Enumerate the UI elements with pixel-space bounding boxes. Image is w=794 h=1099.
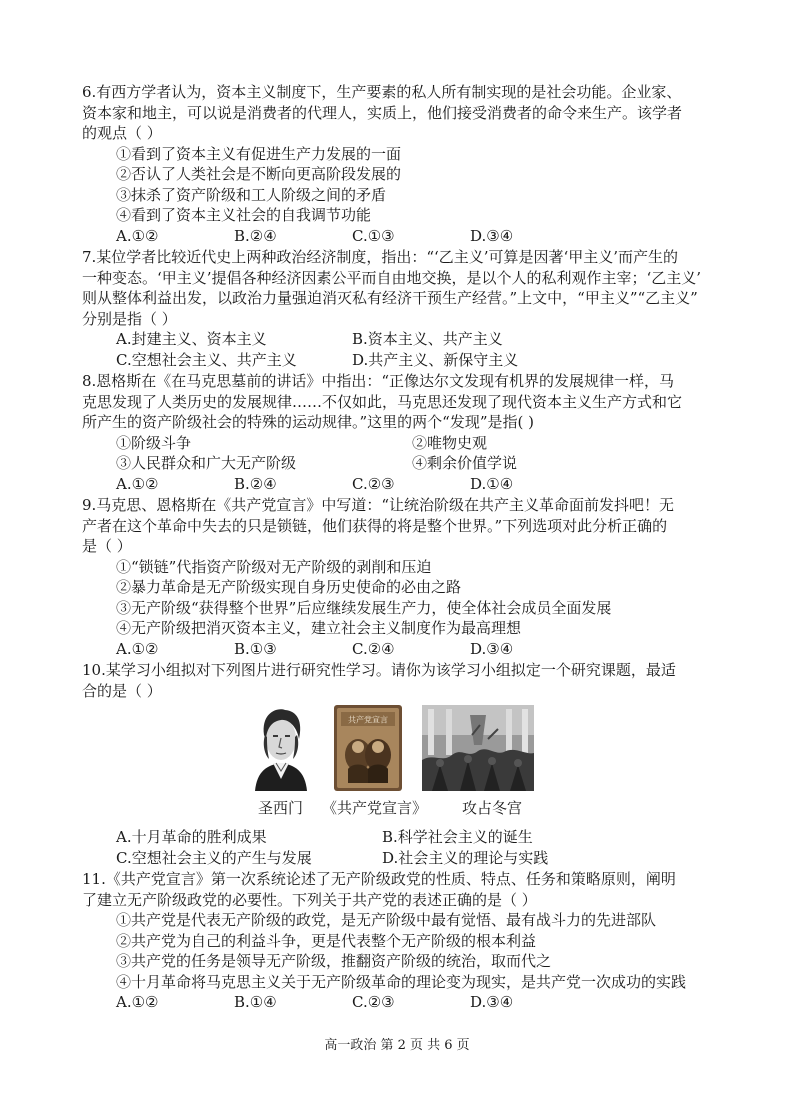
question-text-line: 克思发现了人类历史的发展规律……不仅如此，马克思还发现了现代资本主义生产方式和它 <box>82 392 683 411</box>
option-d[interactable]: D.③④ <box>470 226 514 245</box>
caption-saint-simon: 圣西门 <box>258 799 304 817</box>
question-text-line: 则从整体利益出发，以政治力量强迫消灭私有经济干预生产经营。”上文中，“甲主义”“乙主义” <box>82 289 698 307</box>
question-text-line: 11.《共产党宣言》第一次系统论述了无产阶级政党的性质、特点、任务和策略原则，阐明 <box>82 870 676 888</box>
question-9 <box>82 495 722 659</box>
option-a[interactable]: A.封建主义、资本主义 <box>116 330 267 348</box>
option-c[interactable]: C.②④ <box>352 639 395 658</box>
statement: ②暴力革命是无产阶级实现自身历史使命的必由之路 <box>116 578 462 596</box>
answer-options <box>82 474 722 495</box>
question-text-line: 产者在这个革命中失去的只是锁链，他们获得的将是整个世界。”下列选项对此分析正确的 <box>82 516 668 535</box>
option-c[interactable]: C.②③ <box>352 474 395 493</box>
option-b[interactable]: B.①④ <box>234 993 277 1011</box>
option-a[interactable]: A.十月革命的胜利成果 <box>116 828 267 846</box>
statement: ③共产党的任务是领导无产阶级，推翻资产阶级的统治，取而代之 <box>116 952 552 970</box>
question-text-line: 9.马克思、恩格斯在《共产党宣言》中写道：“让统治阶级在共产主义革命面前发抖吧！无 <box>82 496 674 514</box>
option-c[interactable]: C.②③ <box>352 993 395 1011</box>
statement: ①阶级斗争 <box>116 433 192 452</box>
statement: ②否认了人类社会是不断向更高阶段发展的 <box>116 165 402 183</box>
question-8 <box>82 371 722 494</box>
statement: ③无产阶级“获得整个世界”后应继续发展生产力，使全体社会成员全面发展 <box>116 598 612 617</box>
option-c[interactable]: C.空想社会主义、共产主义 <box>116 350 297 369</box>
statement: ②唯物史观 <box>412 433 488 452</box>
answer-options <box>82 329 722 350</box>
option-d[interactable]: D.共产主义、新保守主义 <box>352 350 519 369</box>
question-text-line: 6.有西方学者认为，资本主义制度下，生产要素的私人所有制实现的是社会功能。企业家、 <box>82 83 682 101</box>
question-7 <box>82 247 722 370</box>
option-b[interactable]: B.②④ <box>234 474 277 493</box>
statement: ④无产阶级把消灭资本主义，建立社会主义制度作为最高理想 <box>116 619 522 637</box>
question-11 <box>82 869 722 1013</box>
statement-row <box>82 433 722 454</box>
page-footer: 高一政治 第 2 页 共 6 页 <box>324 1038 470 1053</box>
option-c[interactable]: C.①③ <box>352 226 395 245</box>
statement: ①看到了资本主义有促进生产力发展的一面 <box>116 144 402 163</box>
option-c[interactable]: C.空想社会主义的产生与发展 <box>116 848 312 867</box>
option-b[interactable]: B.②④ <box>234 226 277 245</box>
question-text-line: 一种变态。‘甲主义’提倡各种经济因素公平而自由地交换，是以个人的私利观作主宰；‘乙主义’ <box>82 268 702 287</box>
question-text-line: 分别是指（ ） <box>82 309 177 328</box>
option-b[interactable]: B.资本主义、共产主义 <box>352 330 503 348</box>
statement: ③人民群众和广大无产阶级 <box>116 454 297 472</box>
question-text-line: 8.恩格斯在《在马克思墓前的讲话》中指出：“正像达尔文发现有机界的发展规律一样，马 <box>82 372 674 390</box>
answer-options <box>82 992 722 1013</box>
statement-row <box>82 453 722 474</box>
option-d[interactable]: D.①④ <box>470 474 514 493</box>
answer-options <box>82 639 722 660</box>
statement: ④剩余价值学说 <box>412 454 518 472</box>
statement: ④看到了资本主义社会的自我调节功能 <box>116 206 372 224</box>
option-d[interactable]: D.③④ <box>470 993 514 1011</box>
storming-winter-palace-photo <box>422 705 534 797</box>
statement: ②共产党为自己的利益斗争，更是代表整个无产阶级的根本利益 <box>116 931 537 950</box>
option-a[interactable]: A.①② <box>116 226 159 245</box>
answer-options <box>82 848 722 869</box>
caption-communist-manifesto: 《共产党宣言》 <box>322 799 428 817</box>
exam-content <box>82 82 722 1014</box>
saint-simon-portrait <box>245 705 317 797</box>
option-b[interactable]: B.科学社会主义的诞生 <box>382 828 533 846</box>
question-text-line: 7.某位学者比较近代史上两种政治经济制度，指出：“‘乙主义’可算是因著‘甲主义’而产生的 <box>82 248 679 266</box>
option-a[interactable]: A.①② <box>116 993 159 1011</box>
option-d[interactable]: D.社会主义的理论与实践 <box>382 848 549 867</box>
statement: ①共产党是代表无产阶级的政党，是无产阶级中最有觉悟、最有战斗力的先进部队 <box>116 911 657 929</box>
answer-options <box>82 350 722 371</box>
option-b[interactable]: B.①③ <box>234 639 277 658</box>
question-text-line: 合的是（ ） <box>82 681 162 700</box>
option-d[interactable]: D.③④ <box>470 639 514 658</box>
answer-options <box>82 827 722 848</box>
option-a[interactable]: A.①② <box>116 474 159 493</box>
image-row <box>82 705 722 825</box>
question-text-line: 是（ ） <box>82 537 132 555</box>
question-10 <box>82 660 722 868</box>
communist-manifesto-cover <box>334 705 402 797</box>
question-text-line: 所产生的资产阶级社会的特殊的运动规律。”这里的两个“发现”是指( ) <box>82 413 534 431</box>
caption-winter-palace: 攻占冬宫 <box>462 799 523 817</box>
statement: ①“锁链”代指资产阶级对无产阶级的剥削和压迫 <box>116 557 432 576</box>
answer-options <box>82 226 722 247</box>
question-text-line: 10.某学习小组拟对下列图片进行研究性学习。请你为该学习小组拟定一个研究课题，最适 <box>82 661 676 679</box>
book-cover-title: 共产党宣言 <box>348 715 388 725</box>
question-text-line: 了建立无产阶级政党的必要性。下列关于共产党的表述正确的是（ ） <box>82 890 537 909</box>
statement: ③抹杀了资产阶级和工人阶级之间的矛盾 <box>116 185 387 204</box>
question-text-line: 的观点（ ） <box>82 124 162 142</box>
statement: ④十月革命将马克思主义关于无产阶级革命的理论变为现实，是共产党一次成功的实践 <box>116 972 687 991</box>
question-text-line: 资本家和地主，可以说是消费者的代理人，实质上，他们接受消费者的命令来生产。该学者 <box>82 103 683 122</box>
option-a[interactable]: A.①② <box>116 639 159 658</box>
question-6 <box>82 82 722 246</box>
